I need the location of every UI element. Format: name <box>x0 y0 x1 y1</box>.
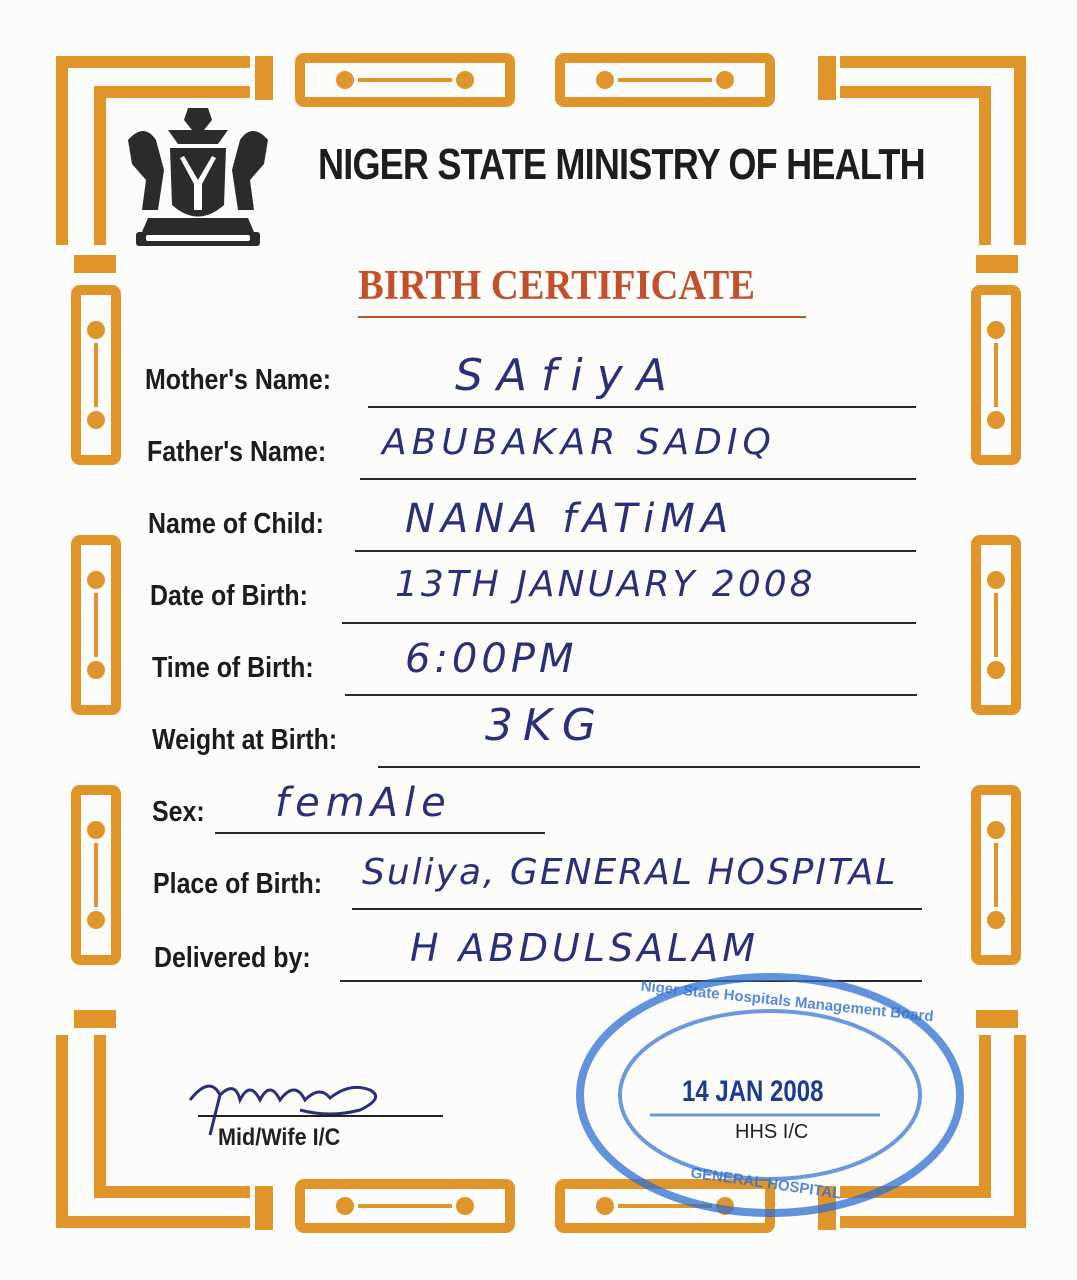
certificate-title: BIRTH CERTIFICATE <box>358 263 756 309</box>
field-value: ABUBAKAR SADIQ <box>382 422 776 463</box>
field-line <box>215 832 545 834</box>
stamp-caption: HHS I/C <box>735 1121 809 1143</box>
field-line <box>342 622 916 624</box>
title-underline <box>358 316 806 318</box>
signature-line <box>198 1115 443 1117</box>
stamp-ring-text: Niger State Hospitals Management Board <box>639 977 935 1026</box>
field-label: Mother's Name: <box>145 364 332 396</box>
field-label: Place of Birth: <box>153 868 323 900</box>
midwife-caption: Mid/Wife I/C <box>218 1124 341 1151</box>
ministry-heading: NIGER STATE MINISTRY OF HEALTH <box>318 140 925 189</box>
field-line <box>378 766 920 768</box>
stamp-date: 14 JAN 2008 <box>682 1075 824 1108</box>
stamp-bottom-text: GENERAL HOSPITAL <box>689 1164 843 1203</box>
field-label: Time of Birth: <box>152 652 314 684</box>
official-stamp <box>570 965 970 1225</box>
field-label: Date of Birth: <box>150 580 308 612</box>
field-value: 6:00PM <box>405 636 578 682</box>
field-value: 3KG <box>485 700 606 751</box>
field-label: Father's Name: <box>147 436 327 468</box>
field-value: NANA fATiMA <box>405 496 735 542</box>
field-label: Delivered by: <box>154 942 311 974</box>
field-line <box>360 478 916 480</box>
field-value: SAfiyA <box>455 350 681 401</box>
field-label: Name of Child: <box>148 508 324 540</box>
field-value: Suliya, GENERAL HOSPITAL <box>362 852 898 893</box>
field-line <box>355 550 916 552</box>
field-value: H ABDULSALAM <box>410 926 760 970</box>
field-label: Sex: <box>152 796 205 828</box>
field-line <box>352 908 922 910</box>
field-value: femAle <box>275 780 452 826</box>
field-value: 13TH JANUARY 2008 <box>395 564 816 605</box>
field-line <box>368 406 916 408</box>
nigeria-coat-of-arms-icon <box>108 100 288 260</box>
field-line <box>345 694 917 696</box>
field-label: Weight at Birth: <box>152 724 338 756</box>
